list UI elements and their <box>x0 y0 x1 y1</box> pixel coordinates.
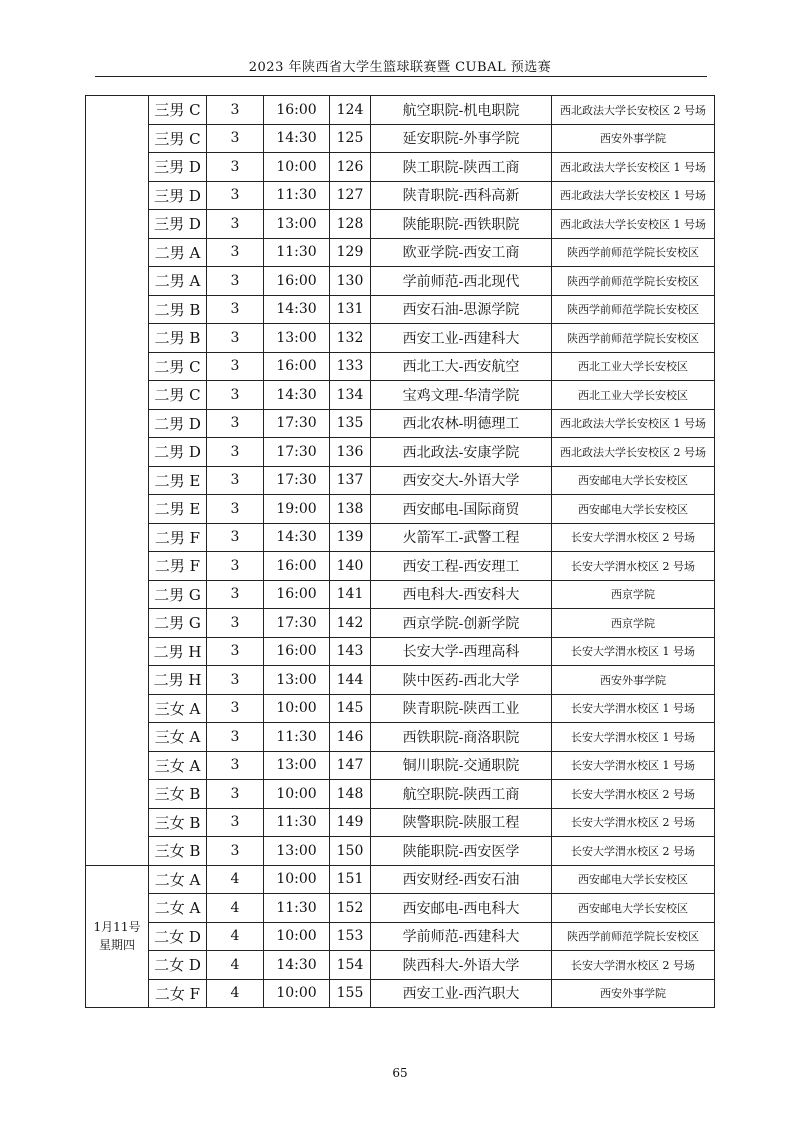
group-cell: 三女 B <box>149 808 207 837</box>
match-number-cell: 130 <box>330 267 371 296</box>
group-cell: 三男 D <box>149 181 207 210</box>
group-cell: 二男 A <box>149 267 207 296</box>
match-number-cell: 155 <box>330 979 371 1008</box>
group-cell: 三女 B <box>149 837 207 866</box>
group-cell: 二男 G <box>149 609 207 638</box>
group-cell: 三女 A <box>149 751 207 780</box>
time-cell: 10:00 <box>264 780 330 809</box>
venue-cell: 西安外事学院 <box>552 124 715 153</box>
time-cell: 11:30 <box>264 723 330 752</box>
venue-cell: 长安大学渭水校区 2 号场 <box>552 951 715 980</box>
matchup-cell: 学前师范-西建科大 <box>371 922 552 951</box>
venue-cell: 西北政法大学长安校区 2 号场 <box>552 438 715 467</box>
matchup-cell: 西铁职院-商洛职院 <box>371 723 552 752</box>
round-cell: 3 <box>207 637 264 666</box>
match-number-cell: 137 <box>330 466 371 495</box>
matchup-cell: 西安邮电-国际商贸 <box>371 495 552 524</box>
table-row <box>86 580 715 609</box>
match-number-cell: 145 <box>330 694 371 723</box>
header-divider <box>95 76 707 77</box>
group-cell: 二男 F <box>149 523 207 552</box>
round-cell: 3 <box>207 381 264 410</box>
matchup-cell: 陕西科大-外语大学 <box>371 951 552 980</box>
time-cell: 14:30 <box>264 523 330 552</box>
table-row <box>86 295 715 324</box>
group-cell: 二女 D <box>149 951 207 980</box>
group-cell: 三男 C <box>149 124 207 153</box>
matchup-cell: 西京学院-创新学院 <box>371 609 552 638</box>
match-number-cell: 140 <box>330 552 371 581</box>
matchup-cell: 火箭军工-武警工程 <box>371 523 552 552</box>
round-cell: 3 <box>207 666 264 695</box>
venue-cell: 陕西学前师范学院长安校区 <box>552 238 715 267</box>
match-number-cell: 148 <box>330 780 371 809</box>
table-row <box>86 466 715 495</box>
venue-cell: 陕西学前师范学院长安校区 <box>552 922 715 951</box>
group-cell: 二女 D <box>149 922 207 951</box>
table-row <box>86 837 715 866</box>
date-cell <box>86 96 149 866</box>
round-cell: 3 <box>207 723 264 752</box>
table-row <box>86 922 715 951</box>
match-number-cell: 150 <box>330 837 371 866</box>
match-number-cell: 147 <box>330 751 371 780</box>
match-number-cell: 154 <box>330 951 371 980</box>
time-cell: 17:30 <box>264 438 330 467</box>
match-number-cell: 144 <box>330 666 371 695</box>
round-cell: 3 <box>207 580 264 609</box>
schedule-body <box>86 96 715 1008</box>
time-cell: 16:00 <box>264 96 330 125</box>
round-cell: 4 <box>207 951 264 980</box>
match-number-cell: 124 <box>330 96 371 125</box>
venue-cell: 长安大学渭水校区 2 号场 <box>552 523 715 552</box>
date-cell <box>86 865 149 1008</box>
table-row <box>86 865 715 894</box>
time-cell: 13:00 <box>264 666 330 695</box>
match-number-cell: 133 <box>330 352 371 381</box>
time-cell: 10:00 <box>264 694 330 723</box>
time-cell: 14:30 <box>264 381 330 410</box>
round-cell: 3 <box>207 837 264 866</box>
table-row <box>86 723 715 752</box>
group-cell: 二男 C <box>149 352 207 381</box>
match-number-cell: 136 <box>330 438 371 467</box>
time-cell: 13:00 <box>264 210 330 239</box>
matchup-cell: 西北政法-安康学院 <box>371 438 552 467</box>
venue-cell: 长安大学渭水校区 1 号场 <box>552 694 715 723</box>
matchup-cell: 西北工大-西安航空 <box>371 352 552 381</box>
venue-cell: 长安大学渭水校区 1 号场 <box>552 751 715 780</box>
time-cell: 11:30 <box>264 238 330 267</box>
group-cell: 二男 F <box>149 552 207 581</box>
match-number-cell: 152 <box>330 894 371 923</box>
group-cell: 二男 A <box>149 238 207 267</box>
date-label: 1月11号 <box>93 920 141 935</box>
group-cell: 二男 G <box>149 580 207 609</box>
round-cell: 3 <box>207 523 264 552</box>
matchup-cell: 延安职院-外事学院 <box>371 124 552 153</box>
table-row <box>86 751 715 780</box>
matchup-cell: 陕工职院-陕西工商 <box>371 153 552 182</box>
group-cell: 二男 E <box>149 495 207 524</box>
round-cell: 3 <box>207 438 264 467</box>
group-cell: 二男 C <box>149 381 207 410</box>
table-row <box>86 979 715 1008</box>
round-cell: 3 <box>207 96 264 125</box>
round-cell: 3 <box>207 609 264 638</box>
group-cell: 二男 H <box>149 637 207 666</box>
venue-cell: 西北政法大学长安校区 1 号场 <box>552 409 715 438</box>
match-number-cell: 129 <box>330 238 371 267</box>
venue-cell: 长安大学渭水校区 2 号场 <box>552 780 715 809</box>
venue-cell: 长安大学渭水校区 2 号场 <box>552 552 715 581</box>
group-cell: 二女 A <box>149 894 207 923</box>
table-row <box>86 438 715 467</box>
match-number-cell: 128 <box>330 210 371 239</box>
round-cell: 3 <box>207 552 264 581</box>
time-cell: 13:00 <box>264 751 330 780</box>
round-cell: 3 <box>207 210 264 239</box>
round-cell: 3 <box>207 466 264 495</box>
group-cell: 二男 D <box>149 438 207 467</box>
time-cell: 17:30 <box>264 466 330 495</box>
matchup-cell: 航空职院-机电职院 <box>371 96 552 125</box>
round-cell: 3 <box>207 808 264 837</box>
group-cell: 二男 E <box>149 466 207 495</box>
venue-cell: 西安邮电大学长安校区 <box>552 894 715 923</box>
table-row <box>86 495 715 524</box>
round-cell: 3 <box>207 324 264 353</box>
round-cell: 3 <box>207 295 264 324</box>
schedule-table <box>85 95 715 1008</box>
venue-cell: 西北工业大学长安校区 <box>552 352 715 381</box>
time-cell: 11:30 <box>264 894 330 923</box>
group-cell: 三女 A <box>149 694 207 723</box>
table-row <box>86 894 715 923</box>
match-number-cell: 142 <box>330 609 371 638</box>
matchup-cell: 西安石油-思源学院 <box>371 295 552 324</box>
table-row <box>86 124 715 153</box>
match-number-cell: 149 <box>330 808 371 837</box>
venue-cell: 西北工业大学长安校区 <box>552 381 715 410</box>
matchup-cell: 西安邮电-西电科大 <box>371 894 552 923</box>
round-cell: 3 <box>207 751 264 780</box>
table-row <box>86 352 715 381</box>
round-cell: 3 <box>207 181 264 210</box>
weekday-label: 星期四 <box>98 938 135 953</box>
table-row <box>86 238 715 267</box>
match-number-cell: 127 <box>330 181 371 210</box>
venue-cell: 西北政法大学长安校区 2 号场 <box>552 96 715 125</box>
match-number-cell: 141 <box>330 580 371 609</box>
round-cell: 3 <box>207 780 264 809</box>
match-number-cell: 151 <box>330 865 371 894</box>
matchup-cell: 西安工业-西建科大 <box>371 324 552 353</box>
matchup-cell: 陕青职院-陕西工业 <box>371 694 552 723</box>
matchup-cell: 铜川职院-交通职院 <box>371 751 552 780</box>
table-row <box>86 210 715 239</box>
match-number-cell: 153 <box>330 922 371 951</box>
match-number-cell: 126 <box>330 153 371 182</box>
venue-cell: 陕西学前师范学院长安校区 <box>552 324 715 353</box>
page-number: 65 <box>392 1066 408 1080</box>
time-cell: 10:00 <box>264 979 330 1008</box>
matchup-cell: 航空职院-陕西工商 <box>371 780 552 809</box>
group-cell: 二女 A <box>149 865 207 894</box>
venue-cell: 西安邮电大学长安校区 <box>552 495 715 524</box>
table-row <box>86 181 715 210</box>
round-cell: 3 <box>207 267 264 296</box>
match-number-cell: 146 <box>330 723 371 752</box>
round-cell: 4 <box>207 922 264 951</box>
matchup-cell: 陕警职院-陕服工程 <box>371 808 552 837</box>
group-cell: 三男 D <box>149 153 207 182</box>
group-cell: 二男 B <box>149 324 207 353</box>
match-number-cell: 131 <box>330 295 371 324</box>
matchup-cell: 西安交大-外语大学 <box>371 466 552 495</box>
time-cell: 16:00 <box>264 267 330 296</box>
round-cell: 4 <box>207 894 264 923</box>
time-cell: 14:30 <box>264 951 330 980</box>
round-cell: 4 <box>207 979 264 1008</box>
matchup-cell: 陕中医药-西北大学 <box>371 666 552 695</box>
table-row <box>86 780 715 809</box>
venue-cell: 西北政法大学长安校区 1 号场 <box>552 153 715 182</box>
match-number-cell: 134 <box>330 381 371 410</box>
match-number-cell: 132 <box>330 324 371 353</box>
time-cell: 17:30 <box>264 609 330 638</box>
venue-cell: 西北政法大学长安校区 1 号场 <box>552 181 715 210</box>
time-cell: 14:30 <box>264 124 330 153</box>
matchup-cell: 陕能职院-西铁职院 <box>371 210 552 239</box>
round-cell: 3 <box>207 124 264 153</box>
venue-cell: 长安大学渭水校区 2 号场 <box>552 837 715 866</box>
table-row <box>86 951 715 980</box>
table-row <box>86 153 715 182</box>
round-cell: 3 <box>207 352 264 381</box>
matchup-cell: 西安工程-西安理工 <box>371 552 552 581</box>
group-cell: 三女 B <box>149 780 207 809</box>
venue-cell: 西京学院 <box>552 580 715 609</box>
time-cell: 10:00 <box>264 865 330 894</box>
table-row <box>86 552 715 581</box>
time-cell: 11:30 <box>264 181 330 210</box>
matchup-cell: 长安大学-西理高科 <box>371 637 552 666</box>
round-cell: 3 <box>207 153 264 182</box>
time-cell: 14:30 <box>264 295 330 324</box>
venue-cell: 陕西学前师范学院长安校区 <box>552 267 715 296</box>
matchup-cell: 陕青职院-西科高新 <box>371 181 552 210</box>
table-row <box>86 523 715 552</box>
round-cell: 3 <box>207 409 264 438</box>
time-cell: 19:00 <box>264 495 330 524</box>
table-row <box>86 637 715 666</box>
round-cell: 3 <box>207 495 264 524</box>
venue-cell: 西安外事学院 <box>552 979 715 1008</box>
time-cell: 16:00 <box>264 352 330 381</box>
time-cell: 13:00 <box>264 837 330 866</box>
group-cell: 三男 D <box>149 210 207 239</box>
time-cell: 13:00 <box>264 324 330 353</box>
group-cell: 三女 A <box>149 723 207 752</box>
match-number-cell: 125 <box>330 124 371 153</box>
venue-cell: 西安邮电大学长安校区 <box>552 466 715 495</box>
match-number-cell: 139 <box>330 523 371 552</box>
venue-cell: 长安大学渭水校区 1 号场 <box>552 637 715 666</box>
page-header-title: 2023 年陕西省大学生篮球联赛暨 CUBAL 预选赛 <box>248 60 552 75</box>
table-row <box>86 96 715 125</box>
venue-cell: 陕西学前师范学院长安校区 <box>552 295 715 324</box>
venue-cell: 西京学院 <box>552 609 715 638</box>
time-cell: 16:00 <box>264 552 330 581</box>
time-cell: 16:00 <box>264 580 330 609</box>
venue-cell: 长安大学渭水校区 1 号场 <box>552 723 715 752</box>
matchup-cell: 宝鸡文理-华清学院 <box>371 381 552 410</box>
group-cell: 三男 C <box>149 96 207 125</box>
venue-cell: 西安外事学院 <box>552 666 715 695</box>
table-row <box>86 381 715 410</box>
match-number-cell: 135 <box>330 409 371 438</box>
group-cell: 二男 B <box>149 295 207 324</box>
time-cell: 10:00 <box>264 922 330 951</box>
match-number-cell: 143 <box>330 637 371 666</box>
round-cell: 3 <box>207 694 264 723</box>
table-row <box>86 267 715 296</box>
round-cell: 3 <box>207 238 264 267</box>
time-cell: 10:00 <box>264 153 330 182</box>
table-row <box>86 324 715 353</box>
matchup-cell: 西安财经-西安石油 <box>371 865 552 894</box>
matchup-cell: 西北农林-明德理工 <box>371 409 552 438</box>
time-cell: 17:30 <box>264 409 330 438</box>
table-row <box>86 694 715 723</box>
match-number-cell: 138 <box>330 495 371 524</box>
matchup-cell: 西电科大-西安科大 <box>371 580 552 609</box>
time-cell: 16:00 <box>264 637 330 666</box>
table-row <box>86 609 715 638</box>
venue-cell: 长安大学渭水校区 2 号场 <box>552 808 715 837</box>
matchup-cell: 西安工业-西汽职大 <box>371 979 552 1008</box>
matchup-cell: 欧亚学院-西安工商 <box>371 238 552 267</box>
group-cell: 二女 F <box>149 979 207 1008</box>
table-row <box>86 808 715 837</box>
matchup-cell: 学前师范-西北现代 <box>371 267 552 296</box>
time-cell: 11:30 <box>264 808 330 837</box>
venue-cell: 西北政法大学长安校区 1 号场 <box>552 210 715 239</box>
table-row <box>86 666 715 695</box>
table-row <box>86 409 715 438</box>
venue-cell: 西安邮电大学长安校区 <box>552 865 715 894</box>
group-cell: 二男 H <box>149 666 207 695</box>
group-cell: 二男 D <box>149 409 207 438</box>
round-cell: 4 <box>207 865 264 894</box>
matchup-cell: 陕能职院-西安医学 <box>371 837 552 866</box>
